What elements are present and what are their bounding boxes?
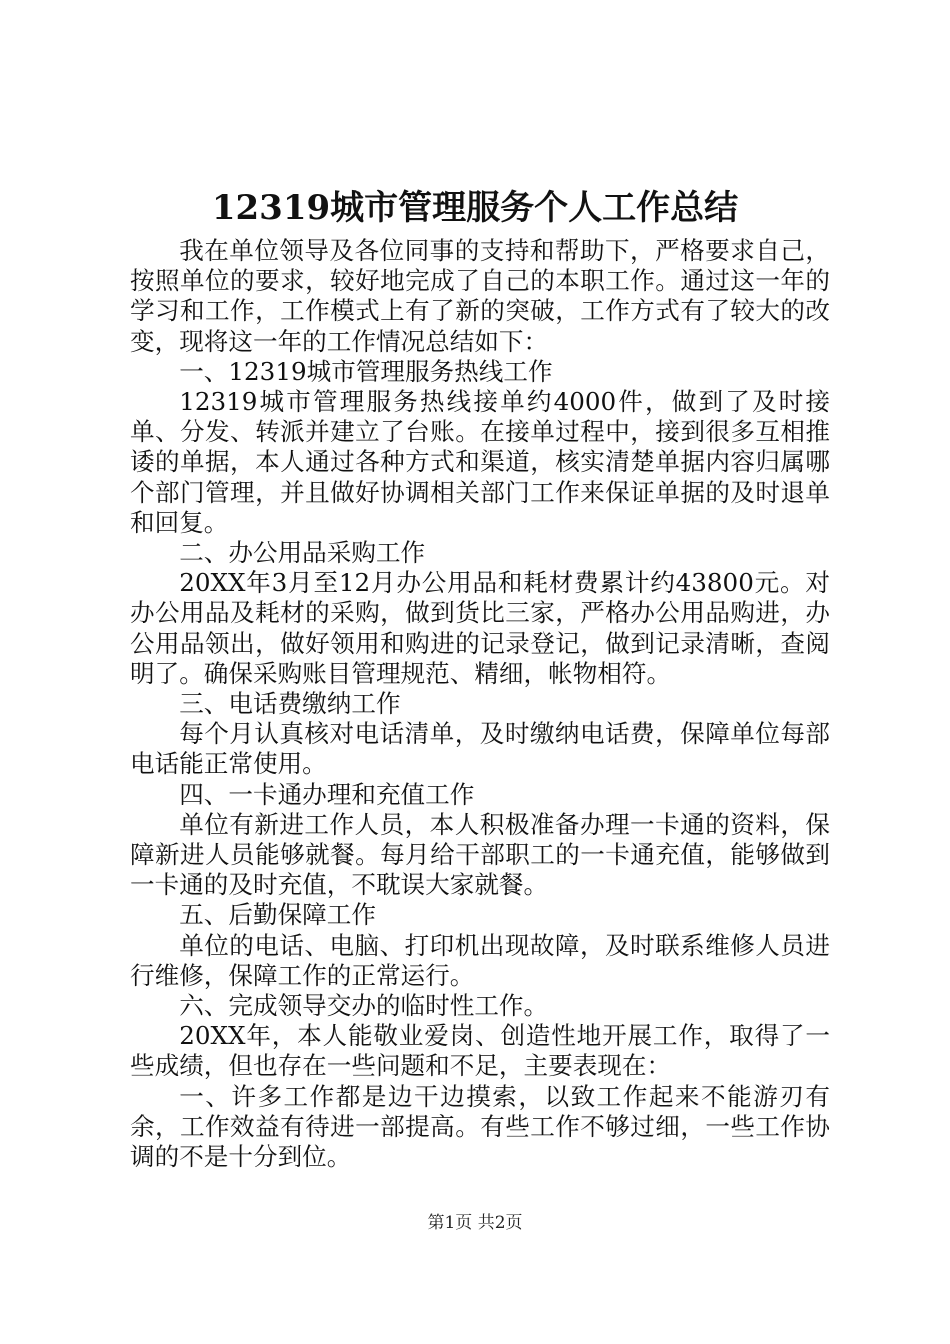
document-title: 12319城市管理服务个人工作总结	[211, 188, 739, 228]
paragraph-section-5: 单位的电话、电脑、打印机出现故障，及时联系维修人员进行维修，保障工作的正常运行。	[130, 930, 830, 990]
paragraph-section-4: 单位有新进工作人员，本人积极准备办理一卡通的资料，保障新进人员能够就餐。每月给干部职工的一卡通充值，能够做到一卡通的及时充值，不耽误大家就餐。	[130, 809, 830, 900]
document-body	[130, 236, 830, 1172]
section-heading-1: 一、12319城市管理服务热线工作	[179, 356, 553, 386]
paragraph-intro: 我在单位领导及各位同事的支持和帮助下，严格要求自己，按照单位的要求，较好地完成了自己的本职工作。通过这一年的学习和工作，工作模式上有了新的突破，工作方式有了较大的改变，现将这一年的工作情况总结如下：	[130, 236, 830, 356]
section-heading-6: 六、完成领导交办的临时性工作。	[179, 991, 549, 1021]
paragraph-section-2: 20XX年3月至12月办公用品和耗材费累计约43800元。对办公用品及耗材的采购，做到货比三家，严格办公用品购进，办公用品领出，做好领用和购进的记录登记，做到记录清晰，查阅明了。确保采购账目管理规范、精细，帐物相符。	[130, 568, 830, 688]
paragraph-section-1: 12319城市管理服务热线接单约4000件，做到了及时接单、分发、转派并建立了台账。在接单过程中，接到很多互相推诿的单据，本人通过各种方式和渠道，核实清楚单据内容归属哪个部门管理，并且做好协调相关部门工作来保证单据的及时退单和回复。	[130, 387, 830, 537]
section-heading-5: 五、后勤保障工作	[179, 900, 376, 930]
section-heading-2: 二、办公用品采购工作	[179, 538, 426, 568]
section-heading-3: 三、电话费缴纳工作	[179, 689, 401, 719]
paragraph-section-3: 每个月认真核对电话清单，及时缴纳电话费，保障单位每部电话能正常使用。	[130, 719, 830, 779]
section-heading-4: 四、一卡通办理和充值工作	[179, 779, 475, 809]
page-footer: 第1页 共2页	[427, 1213, 523, 1233]
paragraph-summary: 20XX年，本人能敬业爱岗、创造性地开展工作，取得了一些成绩，但也存在一些问题和不足，主要表现在：	[130, 1021, 830, 1081]
paragraph-shortcoming-1: 一、许多工作都是边干边摸索，以致工作起来不能游刃有余，工作效益有待进一部提高。有些工作不够过细，一些工作协调的不是十分到位。	[130, 1081, 830, 1172]
